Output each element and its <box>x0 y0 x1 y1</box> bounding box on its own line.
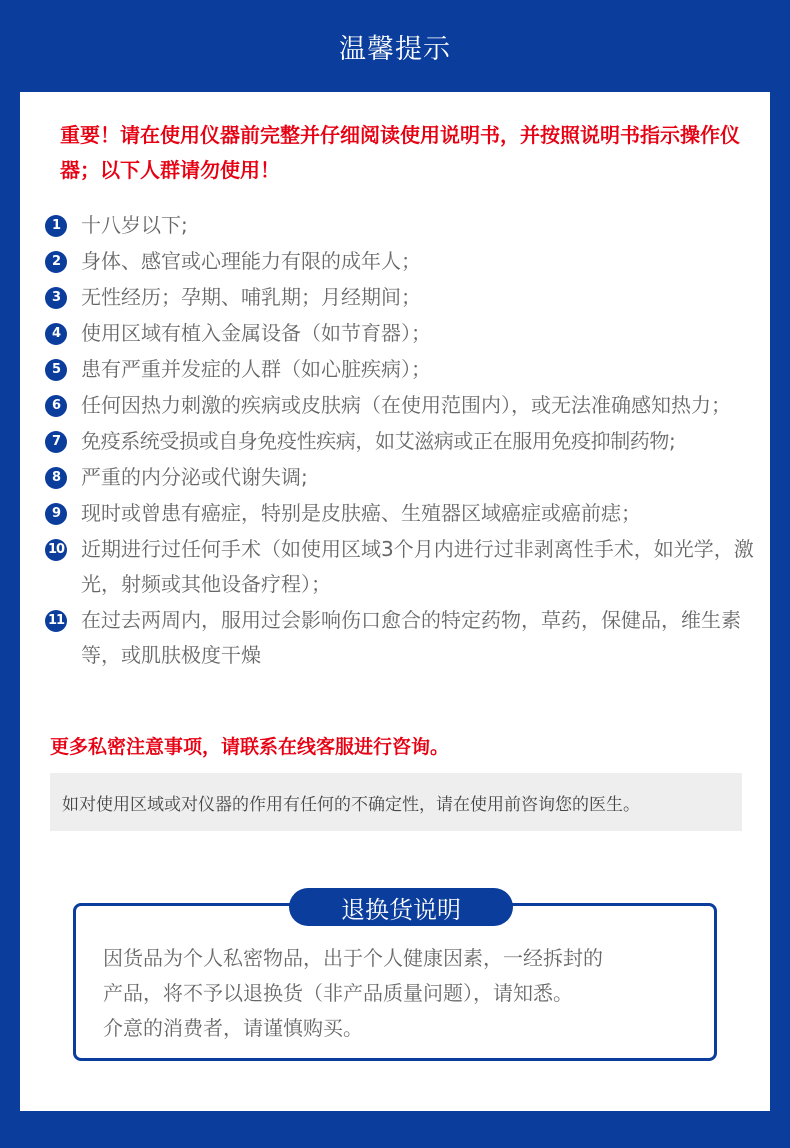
list-item-text: 患有严重并发症的人群（如心脏疾病）； <box>81 357 431 381</box>
number-badge: 3 <box>45 287 67 309</box>
contraindication-list <box>45 208 755 674</box>
list-item-text: 任何因热力刺激的疾病或皮肤病（在使用范围内），或无法准确感知热力； <box>81 393 731 417</box>
consult-note: 更多私密注意事项，请联系在线客服进行咨询。 <box>50 736 450 758</box>
number-badge: 8 <box>45 467 67 489</box>
list-item-text: 身体、感官或心理能力有限的成年人； <box>81 249 421 273</box>
doctor-advice-text: 如对使用区域或对仪器的作用有任何的不确定性，请在使用前咨询您的医生。 <box>62 794 640 815</box>
list-item <box>45 388 755 423</box>
return-policy-title: 退换货说明 <box>289 888 513 926</box>
list-item <box>45 244 755 279</box>
list-item <box>45 603 755 673</box>
number-badge: 4 <box>45 323 67 345</box>
number-badge: 9 <box>45 503 67 525</box>
list-item <box>45 460 755 495</box>
number-badge: 11 <box>45 610 67 632</box>
list-item <box>45 496 755 531</box>
list-item <box>45 208 755 243</box>
return-policy-line: 因货品为个人私密物品，出于个人健康因素，一经拆封的 <box>103 946 603 970</box>
notice-card <box>20 92 770 1111</box>
number-badge: 5 <box>45 359 67 381</box>
list-item-text: 严重的内分泌或代谢失调; <box>81 465 308 489</box>
doctor-advice-box <box>50 773 742 831</box>
page-title: 温馨提示 <box>339 33 451 65</box>
list-item-text: 近期进行过任何手术（如使用区域3个月内进行过非剥离性手术，如光学，激光，射频或其他设备疗程）； <box>81 537 754 596</box>
number-badge: 1 <box>45 215 67 237</box>
list-item-text: 现时或曾患有癌症，特别是皮肤癌、生殖器区域癌症或癌前痣； <box>81 501 641 525</box>
list-item <box>45 316 755 351</box>
list-item <box>45 532 755 602</box>
list-item <box>45 352 755 387</box>
number-badge: 7 <box>45 431 67 453</box>
number-badge: 2 <box>45 251 67 273</box>
return-policy-line: 介意的消费者，请谨慎购买。 <box>103 1016 363 1040</box>
number-badge: 6 <box>45 395 67 417</box>
list-item-text: 十八岁以下; <box>81 213 188 237</box>
return-policy-text <box>103 941 693 1046</box>
list-item-text: 免疫系统受损或自身免疫性疾病，如艾滋病或正在服用免疫抑制药物; <box>81 429 676 453</box>
important-warning: 重要！请在使用仪器前完整并仔细阅读使用说明书，并按照说明书指示操作仪器；以下人群请勿使用！ <box>60 123 740 182</box>
list-item-text: 在过去两周内，服用过会影响伤口愈合的特定药物，草药，保健品，维生素等，或肌肤极度干燥 <box>81 608 741 667</box>
list-item-text: 使用区域有植入金属设备（如节育器）； <box>81 321 431 345</box>
list-item <box>45 280 755 315</box>
return-policy-box <box>73 895 717 1061</box>
list-item-text: 无性经历；孕期、哺乳期；月经期间； <box>81 285 421 309</box>
list-item <box>45 424 755 459</box>
number-badge: 10 <box>45 539 67 561</box>
return-policy-line: 产品，将不予以退换货（非产品质量问题），请知悉。 <box>103 981 573 1005</box>
